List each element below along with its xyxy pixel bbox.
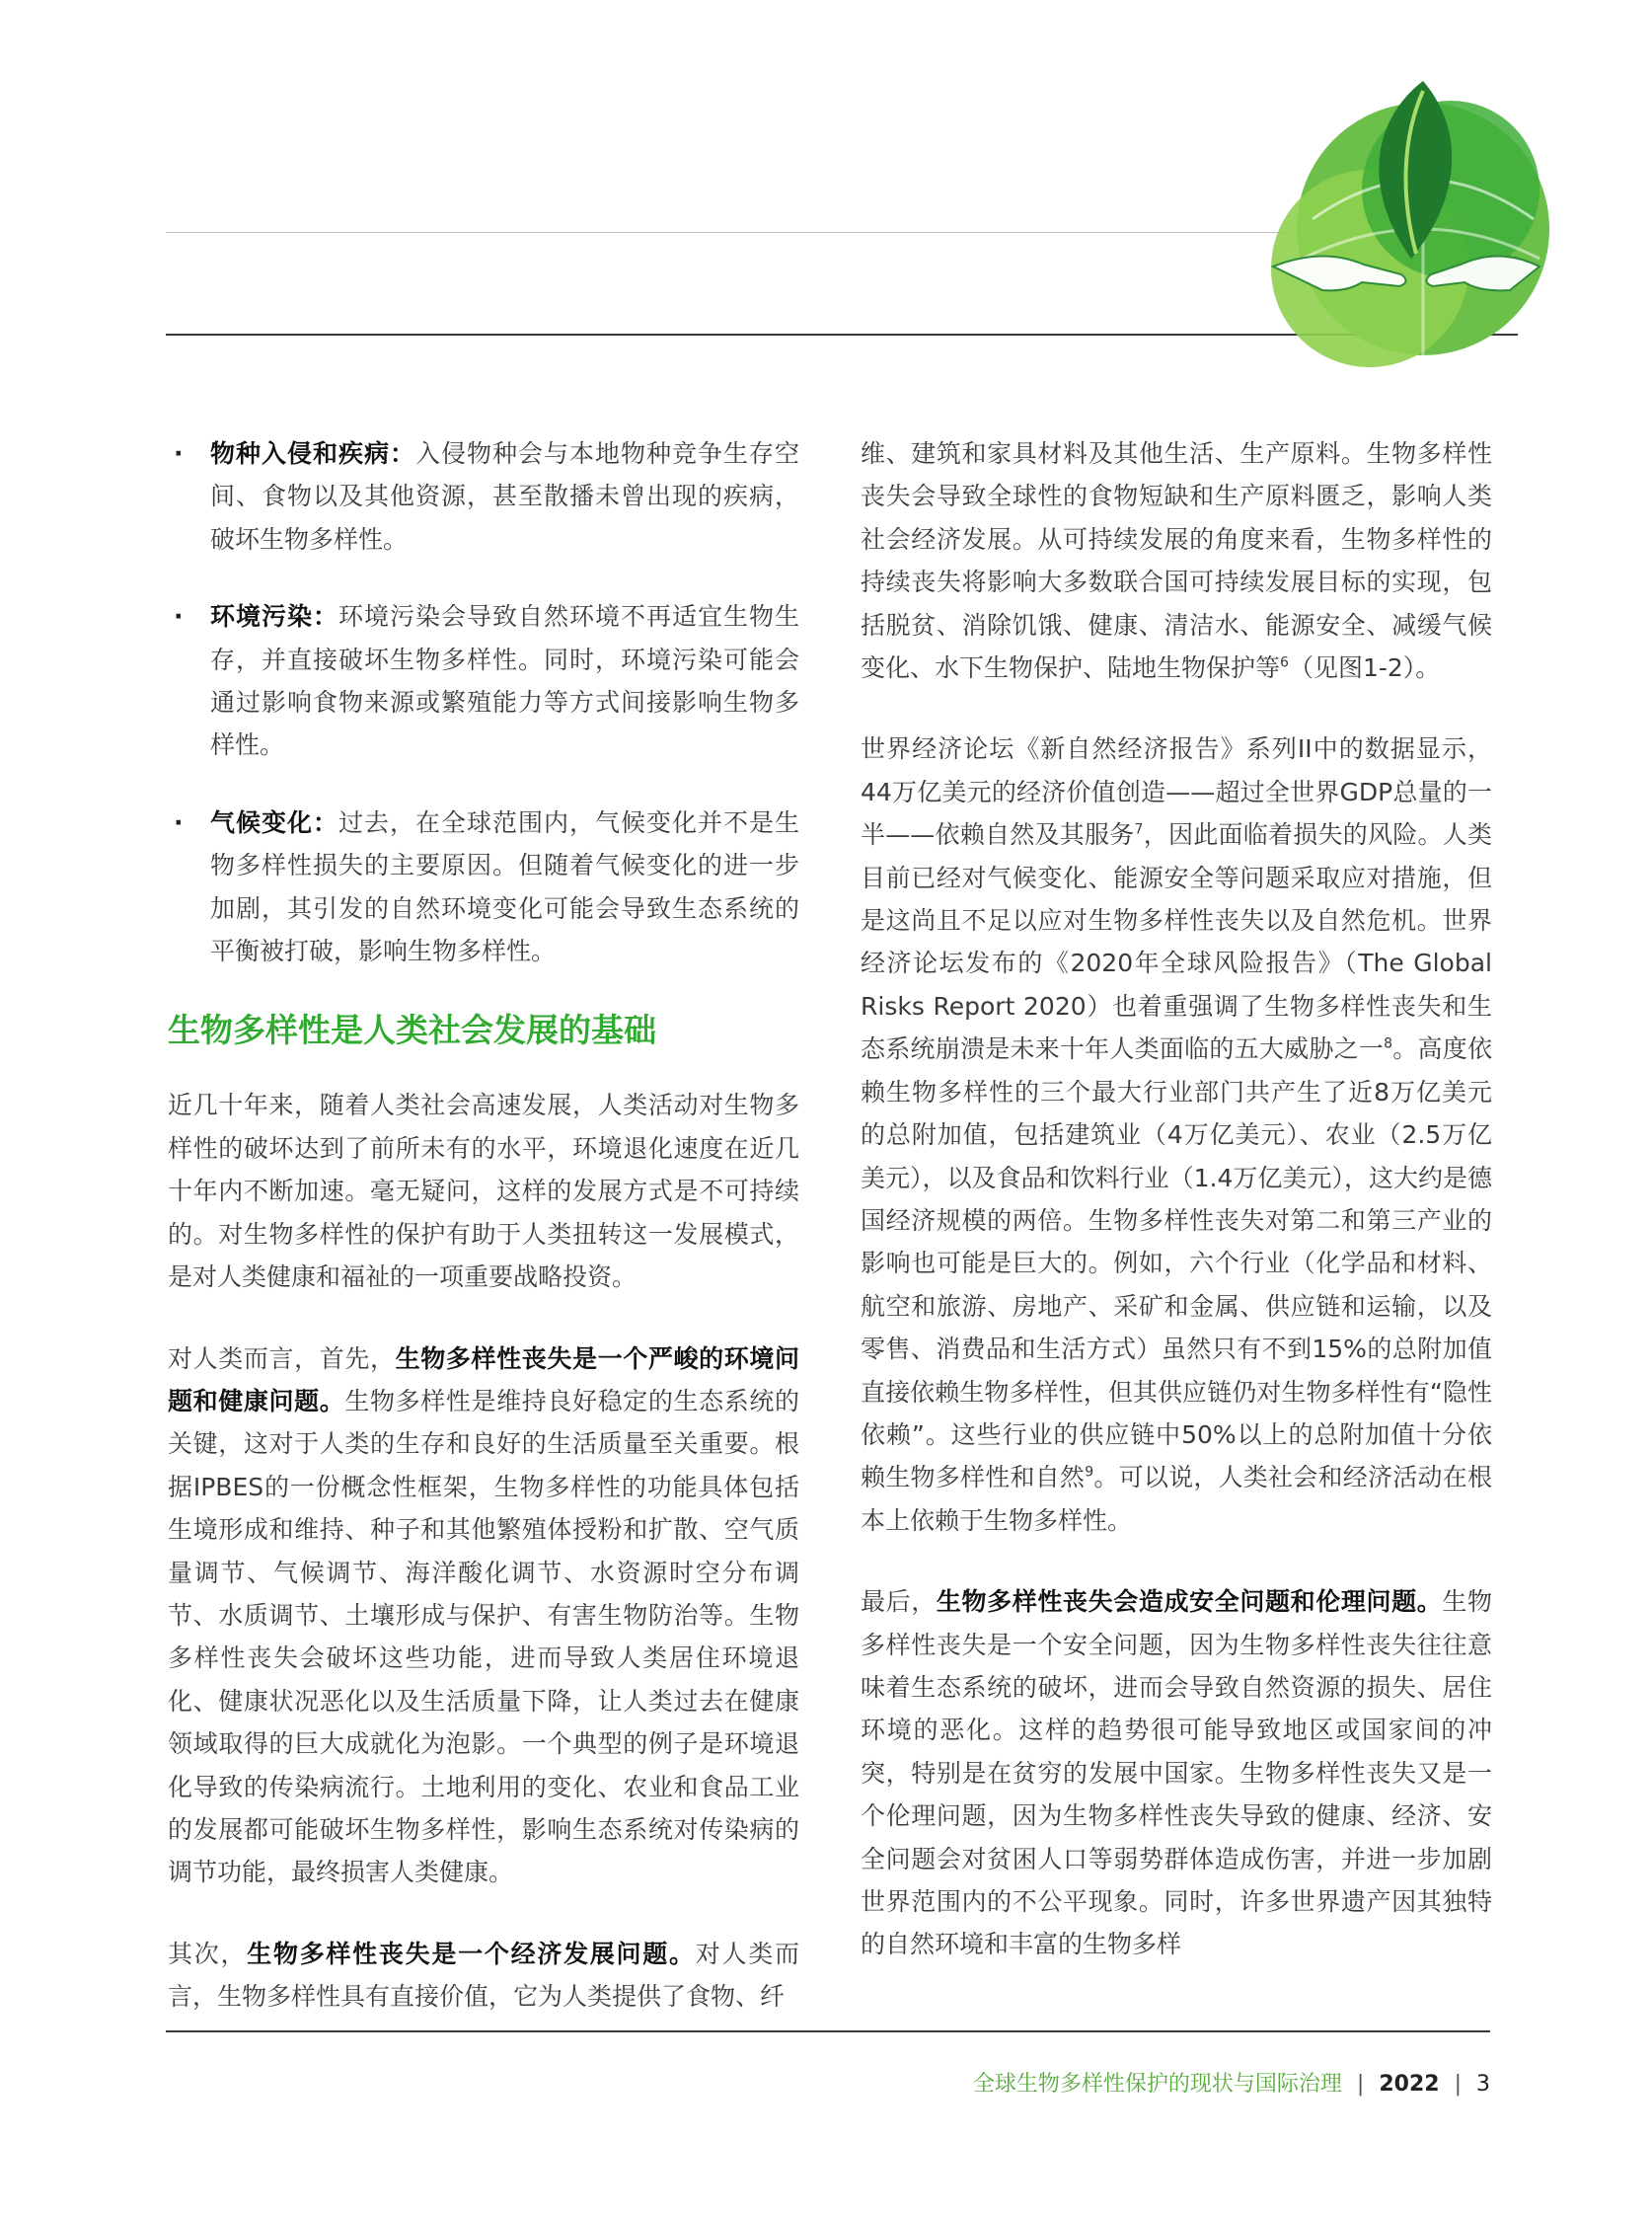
footnote-ref-7[interactable]: 7 (1134, 821, 1144, 838)
bullet-invasive-species (168, 432, 799, 561)
para-body: 。可以说，人类社会和经济活动在根本上依赖于生物多样性。 (861, 1463, 1492, 1535)
para-lead: 最后， (861, 1587, 937, 1617)
paragraph-economic-continued (861, 432, 1492, 689)
bullet-term: 物种入侵和疾病： (210, 439, 415, 468)
bullet-text: 入侵物种会与本地物种竞争生存空间、食物以及其他资源，甚至散播未曾出现的疾病，破坏生物多样性。 (210, 439, 799, 554)
para-body: 对人类而言，生物多样性具有直接价值，它为人类提供了食物、纤 (168, 1939, 799, 2012)
footer-report-title: 全球生物多样性保护的现状与国际治理 (972, 2072, 1342, 2097)
bullet-term: 环境污染： (210, 602, 338, 632)
bullet-pollution (168, 595, 799, 767)
footnote-ref-8[interactable]: 8 (1384, 1035, 1393, 1052)
bullet-dot: · (174, 439, 184, 468)
bullet-dot: · (174, 602, 184, 632)
paragraph-security-ethics (861, 1580, 1492, 1966)
footer-year: 2022 (1379, 2072, 1440, 2097)
para-body: 世界经济论坛《新自然经济报告》系列II中的数据显示，44万亿美元的经济价值创造——超过全世界GDP总量的一半——依赖自然及其服务 (861, 734, 1492, 850)
bullet-dot: · (174, 807, 184, 837)
footnote-ref-9[interactable]: 9 (1085, 1465, 1094, 1482)
page-footer (973, 2067, 1490, 2098)
para-body: 。高度依赖生物多样性的三个最大行业部门共产生了近8万亿美元的总附加值，包括建筑业（4万亿美元）、农业（2.5万亿美元），以及食品和饮料行业（1.4万亿美元），这大约是德国经济规模的两倍。生物多样性丧失对第二和第三产业的影响也可能是巨大的。例如，六个行业（化学品和材料、航空和旅游、房地产、采矿和金属、供应链和运输，以及零售、消费品和生活方式）虽然只有不到15%的总附加值直接依赖生物多样性，但其供应链仍对生物多样性有“隐性依赖”。这些行业的供应链中50%以上的总附加值十分依赖生物多样性和自然 (861, 1034, 1492, 1492)
footnote-ref-6[interactable]: 6 (1280, 654, 1289, 671)
paragraph-intro: 近几十年来，随着人类社会高速发展，人类活动对生物多样性的破坏达到了前所未有的水平，环境退化速度在近几十年内不断加速。毫无疑问，这样的发展方式是不可持续的。对生物多样性的保护有助于人类扭转这一发展模式，是对人类健康和福祉的一项重要战略投资。 (168, 1091, 799, 1292)
globe-leaf-hands-icon (1253, 81, 1549, 377)
para-body: 生物多样性是维持良好稳定的生态系统的关键，这对于人类的生存和良好的生活质量至关重要。根据IPBES的一份概念性框架，生物多样性的功能具体包括生境形成和维持、种子和其他繁殖体授粉和扩散、空气质量调节、气候调节、海洋酸化调节、水资源时空分布调节、水质调节、土壤形成与保护、有害生物防治等。生物多样性丧失会破坏这些功能，进而导致人类居住环境退化、健康状况恶化以及生活质量下降，让人类过去在健康领域取得的巨大成就化为泡影。一个典型的例子是环境退化导致的传染病流行。土地利用的变化、农业和食品工业的发展都可能破坏生物多样性，影响生态系统对传染病的调节功能，最终损害人类健康。 (168, 1386, 799, 1887)
footer-rule (166, 2030, 1490, 2032)
page-number: 3 (1476, 2072, 1490, 2097)
threat-bullet-list (168, 432, 799, 972)
para-emphasis: 生物多样性丧失会造成安全问题和伦理问题。 (936, 1587, 1443, 1617)
para-body-end: （见图1-2）。 (1288, 653, 1441, 683)
para-body: ，因此面临着损失的风险。人类目前已经对气候变化、能源安全等问题采取应对措施，但是这尚且不足以应对生物多样性丧失以及自然危机。世界经济论坛发布的《2020年全球风险报告》（The Global Risks Report 2020）也着重强调了生物多样性丧失和生态系统崩溃是未来十年人类面临的五大威胁之一 (861, 820, 1492, 1064)
paragraph-environment-health (168, 1337, 799, 1894)
para-body: 维、建筑和家具材料及其他生活、生产原料。生物多样性丧失会导致全球性的食物短缺和生产原料匮乏，影响人类社会经济发展。从可持续发展的角度来看，生物多样性的持续丧失将影响大多数联合国可持续发展目标的实现，包括脱贫、消除饥饿、健康、清洁水、能源安全、减缓气候变化、水下生物保护、陆地生物保护等 (861, 439, 1492, 683)
bullet-text: 环境污染会导致自然环境不再适宜生物生存，并直接破坏生物多样性。同时，环境污染可能会通过影响食物来源或繁殖能力等方式间接影响生物多样性。 (210, 602, 799, 760)
footer-separator: | (1356, 2072, 1365, 2097)
bullet-term: 气候变化： (210, 807, 338, 837)
bullet-climate-change (168, 802, 799, 973)
para-lead: 其次， (168, 1939, 248, 1968)
paragraph-wef-data (861, 727, 1492, 1542)
para-lead: 对人类而言，首先， (168, 1343, 396, 1373)
footer-separator: | (1454, 2072, 1462, 2097)
para-body: 生物多样性丧失是一个安全问题，因为生物多样性丧失往往意味着生态系统的破坏，进而会导致自然资源的损失、居住环境的恶化。这样的趋势很可能导致地区或国家间的冲突，特别是在贫穷的发展中国家。生物多样性丧失又是一个伦理问题，因为生物多样性丧失导致的健康、经济、安全问题会对贫困人口等弱势群体造成伤害，并进一步加剧世界范围内的不公平现象。同时，许多世界遗产因其独特的自然环境和丰富的生物多样 (861, 1587, 1492, 1959)
section-heading: 生物多样性是人类社会发展的基础 (168, 1011, 656, 1050)
right-column (861, 432, 1492, 2005)
para-emphasis: 生物多样性丧失是一个严峻的环境问题和健康问题。 (168, 1343, 799, 1415)
paragraph-economic (168, 1933, 799, 2019)
left-column (168, 432, 799, 2057)
bullet-text: 过去，在全球范围内，气候变化并不是生物多样性损失的主要原因。但随着气候变化的进一步加剧，其引发的自然环境变化可能会导致生态系统的平衡被打破，影响生物多样性。 (210, 807, 799, 966)
para-emphasis: 生物多样性丧失是一个经济发展问题。 (247, 1939, 696, 1968)
